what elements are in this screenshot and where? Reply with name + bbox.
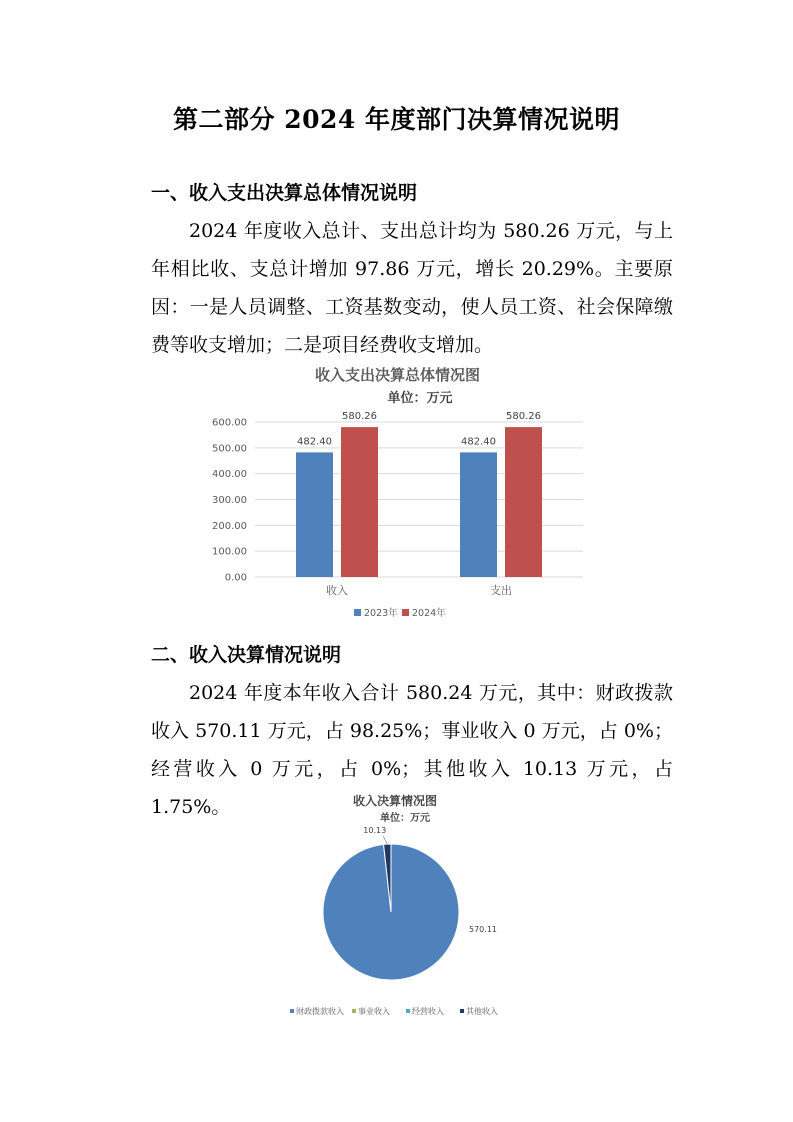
bar-data-label: 482.40: [461, 436, 496, 448]
bar-x-tick-label: 收入: [326, 584, 348, 597]
bar-y-tick-label: 500.00: [212, 443, 247, 455]
pie-chart-svg: [270, 790, 520, 1030]
pie-leader-line: [383, 836, 387, 844]
bar-chart: [205, 360, 590, 630]
pie-label-其他收入: 10.13: [363, 826, 387, 836]
section-heading-income-expenditure: 一、收入支出决算总体情况说明: [151, 182, 418, 204]
pie-legend-label: 事业收入: [358, 1007, 390, 1016]
paragraph-income: 2024 年度本年收入合计 580.24 万元，其中：财政拨款收入 570.11 万元，占 98.25%；事业收入 0 万元，占 0%；经营收入 0 万元，占 0%；其他收入 10.13 万元，占 1.75%。: [151, 682, 673, 818]
pie-legend-swatch-财政拨款收入: [290, 1009, 294, 1013]
legend-label: 2024年: [412, 608, 446, 619]
pie-legend-swatch-事业收入: [352, 1009, 356, 1013]
bar-y-tick-label: 200.00: [212, 520, 247, 532]
bar-chart-svg: [205, 360, 590, 630]
paragraph-income-expenditure: 2024 年度收入总计、支出总计均为 580.26 万元，与上年相比收、支总计增加 97.86 万元，增长 20.29%。主要原因：一是人员调整、工资基数变动，使人员工资、社会保障缴费等收支增加；二是项目经费收支增加。: [151, 220, 673, 356]
bar-2023年-支出: [460, 452, 497, 577]
legend-label: 2023年: [364, 608, 398, 619]
section-heading-income: 二、收入决算情况说明: [151, 644, 342, 666]
page-title: 第二部分 2024 年度部门决算情况说明: [173, 105, 620, 134]
bar-y-tick-label: 600.00: [212, 417, 247, 429]
legend-swatch-2023年: [354, 609, 361, 616]
pie-chart-title: 收入决算情况图: [352, 794, 437, 808]
bar-data-label: 580.26: [506, 411, 541, 423]
bar-x-tick-label: 支出: [490, 584, 512, 597]
bar-data-label: 482.40: [297, 436, 332, 448]
bar-chart-title: 收入支出决算总体情况图: [314, 366, 480, 384]
pie-legend-label: 经营收入: [412, 1007, 444, 1016]
bar-y-tick-label: 300.00: [212, 495, 247, 506]
pie-chart-unit: 单位：万元: [380, 813, 430, 824]
bar-data-label: 580.26: [342, 411, 377, 423]
bar-2023年-收入: [296, 452, 333, 577]
pie-chart: [270, 790, 520, 1030]
pie-legend-swatch-经营收入: [406, 1009, 410, 1013]
bar-y-tick-label: 100.00: [212, 546, 247, 558]
pie-legend-label: 其他收入: [466, 1007, 498, 1016]
pie-legend-swatch-其他收入: [460, 1009, 464, 1013]
bar-chart-unit: 单位：万元: [387, 391, 453, 406]
pie-legend-label: 财政拨款收入: [296, 1007, 344, 1016]
bar-y-tick-label: 0.00: [224, 572, 247, 584]
bar-2024年-支出: [505, 427, 542, 577]
pie-label-财政拨款收入: 570.11: [469, 925, 497, 934]
legend-swatch-2024年: [402, 609, 409, 616]
bar-y-tick-label: 400.00: [212, 469, 247, 481]
bar-2024年-收入: [341, 427, 378, 577]
